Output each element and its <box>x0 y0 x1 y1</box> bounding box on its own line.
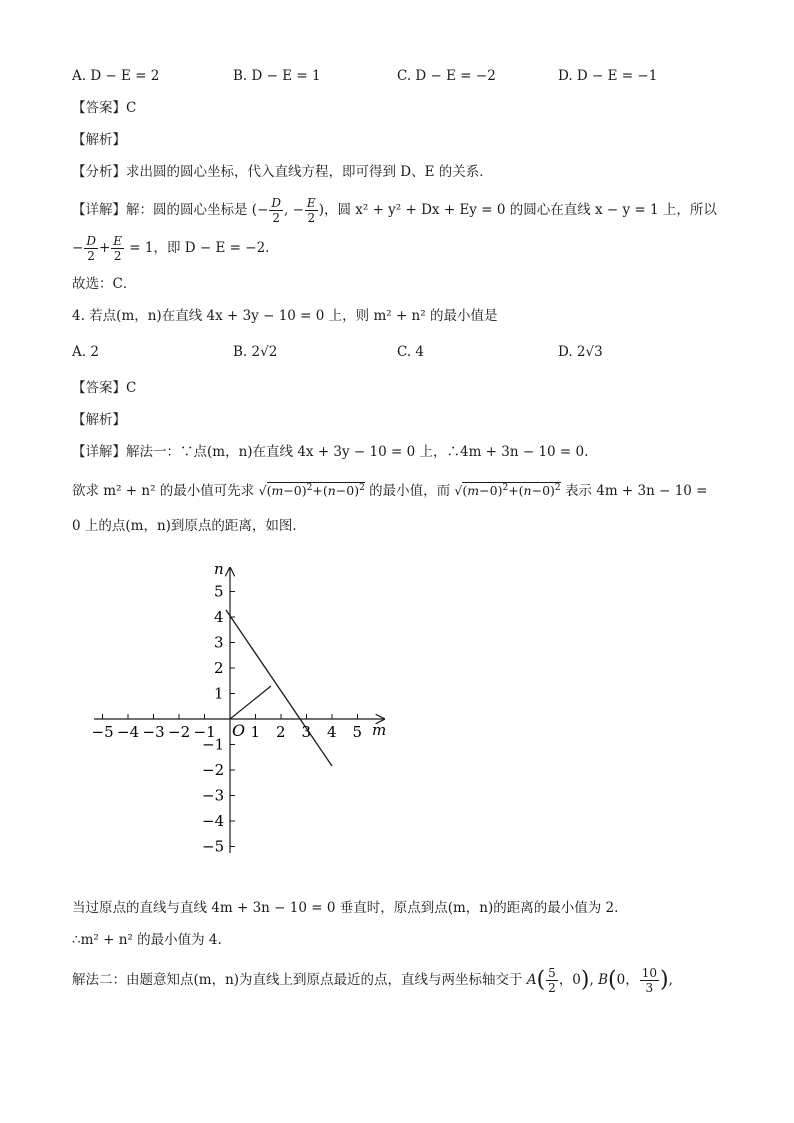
y-tick-label: −4 <box>202 812 225 830</box>
detail-part2: ，圆 x² + y² + Dx + Ey = 0 的圆心在直线 x − y = 1 上，所以 <box>323 202 717 218</box>
point-b: B(0， $\frac{10}{3}$ ) <box>598 966 669 995</box>
origin-label: O <box>232 721 246 740</box>
center-coordinate: (− $\frac{D}{2}$ , − $\frac{E}{2}$ ) <box>251 196 324 225</box>
q4-option-c: C. 4 <box>397 344 425 360</box>
q4-option-b: B. 2√2 <box>233 344 278 360</box>
q3-detail-line1 <box>72 196 717 225</box>
line-4m-3n-10 <box>226 610 332 766</box>
q3-option-d: D. D − E = −1 <box>558 68 658 84</box>
y-tick-label: −2 <box>202 761 225 779</box>
x-tick-labels <box>92 723 363 741</box>
q3-analysis-label: 【解析】 <box>72 132 126 148</box>
x-tick-label: −2 <box>168 723 191 741</box>
detail-method1: 解法一：∵点(m，n)在直线 4x + 3y − 10 = 0 上，∴4m + 3n − 10 = 0. <box>126 444 589 460</box>
x-tick-label: 4 <box>327 723 337 741</box>
q4-conclusion1: 当过原点的直线与直线 4m + 3n − 10 = 0 垂直时，原点到点(m，n)的距离的最小值为 2. <box>72 900 619 916</box>
q3-answer <box>72 98 136 118</box>
detail-part1: 解：圆的圆心坐标是 <box>126 202 248 218</box>
distance-formula-1: $√(m-0)^2+(n-0)^2$ <box>258 483 365 499</box>
y-tick-label: −5 <box>202 837 225 856</box>
q3-detail-line2 <box>72 234 279 263</box>
q3-choose: 故选：C． <box>72 276 137 292</box>
answer-value: C <box>126 100 137 116</box>
x-tick-label: 2 <box>276 723 286 741</box>
answer-value: C <box>126 380 137 396</box>
x-tick-label: −3 <box>142 723 165 741</box>
fenxi-label: 【分析】 <box>72 164 126 180</box>
q4-detail-line3: 0 上的点(m，n)到原点的距离，如图． <box>72 518 306 534</box>
x-tick-label: 1 <box>250 723 261 741</box>
x-axis-label: m <box>372 721 387 739</box>
q3-option-a: A. D − E = 2 <box>72 68 160 84</box>
q4-analysis-label: 【解析】 <box>72 412 126 428</box>
y-tick-label: 1 <box>214 684 224 703</box>
line2-c: 表示 4m + 3n − 10 = <box>564 483 708 500</box>
detail-label: 【详解】 <box>72 202 126 218</box>
q3-option-b: B. D − E = 1 <box>233 68 321 84</box>
y-tick-label: 2 <box>214 659 224 677</box>
line2-b: 的最小值，而 <box>369 483 451 500</box>
coordinate-graph <box>86 560 396 865</box>
q3-fenxi <box>72 162 493 182</box>
q4-option-a: A. 2 <box>72 344 99 360</box>
x-tick-label: −1 <box>193 723 216 741</box>
fraction-expression: − $\frac{D}{2}$ + $\frac{E}{2}$ <box>72 234 123 263</box>
y-tick-label: 4 <box>214 608 224 626</box>
fenxi-text: 求出圆的圆心坐标，代入直线方程，即可得到 D、E 的关系． <box>126 164 493 180</box>
y-tick-label: −3 <box>202 786 225 805</box>
x-tick-label: −5 <box>91 723 114 741</box>
distance-formula-2: $√(m-0)^2+(n-0)^2$ <box>454 483 561 499</box>
point-a: A( $\frac{5}{2}$ ，0) <box>526 966 590 995</box>
x-tick-label: −4 <box>117 723 140 741</box>
q4-answer <box>72 378 136 398</box>
q4-conclusion2: ∴m² + n² 的最小值为 4. <box>72 932 222 948</box>
perpendicular-segment <box>230 686 271 719</box>
y-axis-label: n <box>214 560 224 578</box>
answer-label: 【答案】 <box>72 100 126 116</box>
y-tick-label: −1 <box>202 735 225 754</box>
x-tick-label: 3 <box>301 723 312 741</box>
line2-a: 欲求 m² + n² 的最小值可先求 <box>72 483 255 500</box>
y-tick-label: 3 <box>214 633 224 652</box>
x-tick-label: 5 <box>352 723 363 741</box>
q4-detail-line1 <box>72 442 588 462</box>
q4-stem: 4. 若点(m，n)在直线 4x + 3y − 10 = 0 上，则 m² + n² 的最小值是 <box>72 308 498 324</box>
detail-label: 【详解】 <box>72 444 126 460</box>
q4-detail-line2 <box>72 478 708 501</box>
answer-label: 【答案】 <box>72 380 126 396</box>
q3-option-c: C. D − E = −2 <box>397 68 496 84</box>
q4-option-d: D. 2√3 <box>558 344 603 360</box>
detail-part3: = 1，即 D − E = −2． <box>125 240 279 256</box>
y-tick-label: 5 <box>214 582 224 601</box>
method2-text: 解法二：由题意知点(m，n)为直线上到原点最近的点，直线与两坐标轴交于 <box>72 972 523 988</box>
q4-method2: 解法二：由题意知点(m，n)为直线上到原点最近的点，直线与两坐标轴交于 A( $\frac{5}{2}$ ，0), B(0， $\frac{10}{3}$ ), <box>72 966 673 995</box>
